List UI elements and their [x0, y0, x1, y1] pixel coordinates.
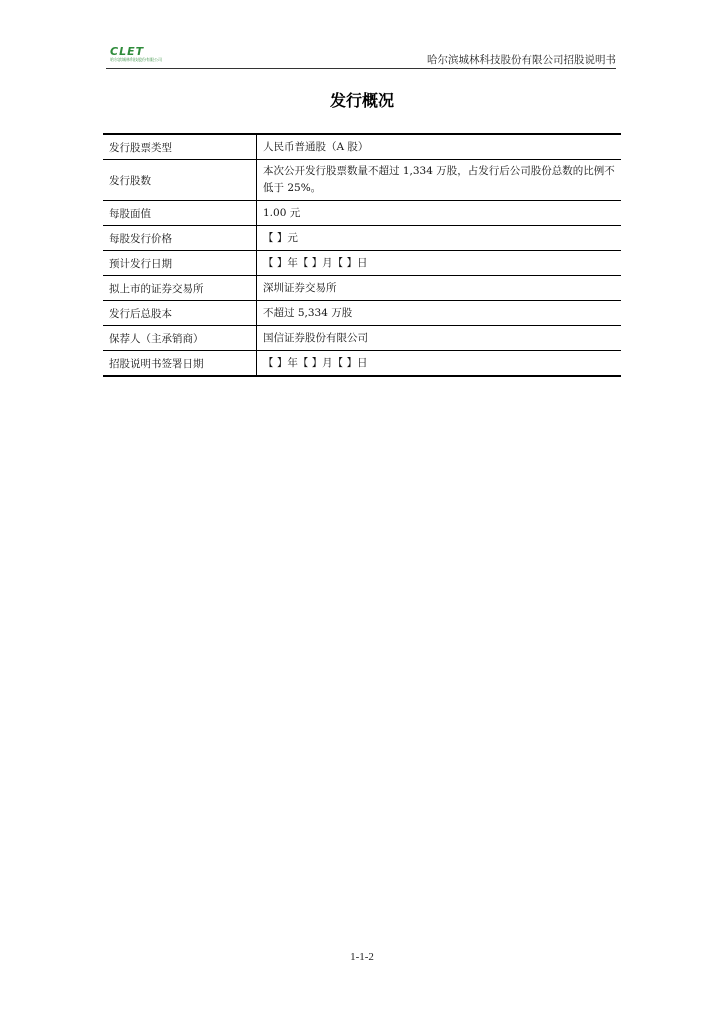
- row-value: 不超过 5,334 万股: [257, 301, 622, 326]
- row-label: 招股说明书签署日期: [103, 351, 257, 377]
- table-row: [103, 134, 621, 160]
- row-label: 发行股数: [103, 160, 257, 201]
- row-value: 1.00 元: [257, 201, 622, 226]
- row-label: 拟上市的证券交易所: [103, 276, 257, 301]
- table-row: [103, 301, 621, 326]
- document-title: 哈尔滨城林科技股份有限公司招股说明书: [427, 54, 616, 66]
- table-row: [103, 251, 621, 276]
- row-value: 【 】元: [257, 226, 622, 251]
- row-label: 发行股票类型: [103, 134, 257, 160]
- row-value: 人民币普通股（A 股）: [263, 140, 369, 153]
- table-row: [103, 326, 621, 351]
- page-number: 1-1-2: [350, 951, 374, 963]
- table-row: [103, 160, 621, 201]
- table-row: [103, 226, 621, 251]
- table-row: [103, 276, 621, 301]
- row-label: 每股发行价格: [103, 226, 257, 251]
- page-title: 发行概况: [329, 91, 394, 110]
- company-logo: [110, 45, 162, 66]
- row-label: 预计发行日期: [103, 251, 257, 276]
- table-row: [103, 201, 621, 226]
- table-row: [103, 351, 621, 377]
- row-value: 深圳证券交易所: [257, 276, 622, 301]
- logo-subtitle: 哈尔滨城林科技股份有限公司: [110, 57, 162, 62]
- row-label: 每股面值: [103, 201, 257, 226]
- page-header: [106, 46, 616, 69]
- row-label: 发行后总股本: [103, 301, 257, 326]
- row-value: 本次公开发行股票数量不超过 1,334 万股，占发行后公司股份总数的比例不低于 25%。: [257, 160, 622, 201]
- row-value: 【 】年【 】月【 】日: [257, 251, 622, 276]
- row-label: 保荐人（主承销商）: [103, 326, 257, 351]
- row-value: 国信证券股份有限公司: [257, 326, 622, 351]
- logo-mark: CLET: [110, 45, 145, 58]
- row-value: 【 】年【 】月【 】日: [257, 351, 622, 377]
- offering-overview-table: [103, 133, 621, 377]
